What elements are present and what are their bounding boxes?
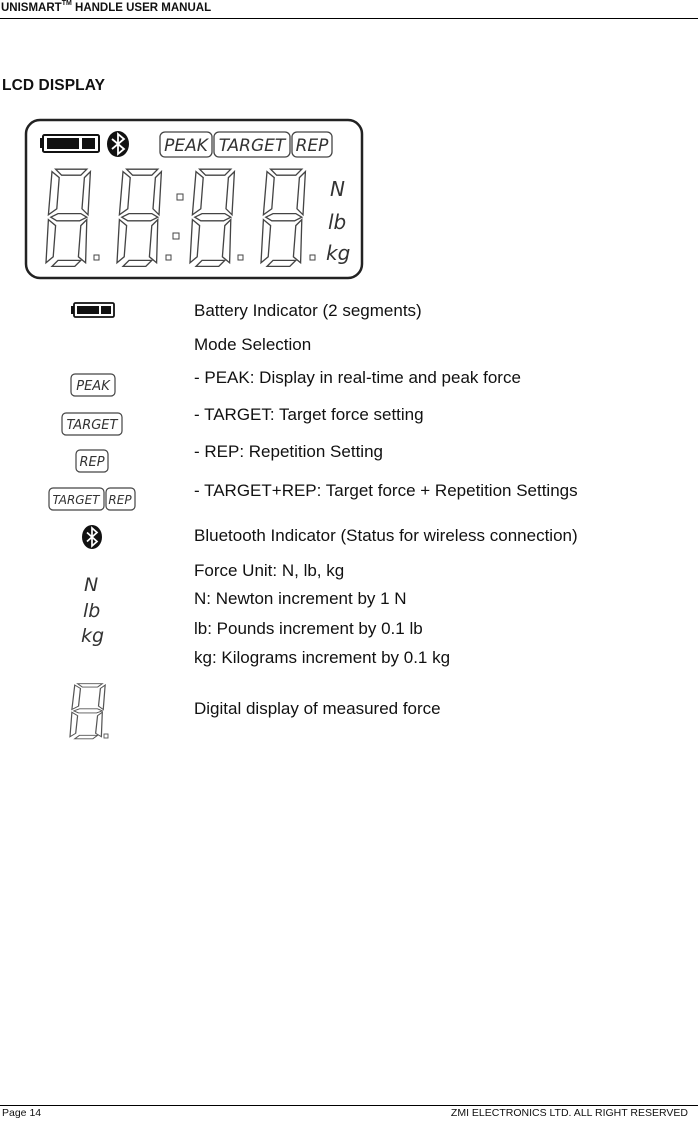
target-rep-description: - TARGET+REP: Target force + Repetition Settings (194, 481, 578, 500)
force-unit-title: Force Unit: N, lb, kg (194, 561, 345, 580)
peak-icon-label: PEAK (76, 379, 110, 394)
digit-segment-icon (68, 682, 114, 742)
target-rep-icon (48, 487, 136, 511)
page-header (0, 0, 698, 19)
peak-icon (70, 373, 116, 397)
target-icon (61, 412, 123, 436)
header-trademark: TM (61, 0, 72, 7)
mode-selection-title: Mode Selection (194, 335, 312, 354)
lcd-mode-rep: REP (295, 136, 329, 156)
lcd-mode-peak: PEAK (164, 136, 208, 156)
force-unit-icons (78, 572, 108, 652)
rep-description: - REP: Repetition Setting (194, 442, 383, 461)
unit-kg-icon: kg (81, 625, 105, 647)
header-brand: UNISMART (1, 2, 62, 14)
peak-description: - PEAK: Display in real-time and peak force (194, 368, 521, 387)
lcd-mode-labels (160, 132, 332, 157)
digital-description: Digital display of measured force (194, 699, 441, 718)
header-title-rest: HANDLE USER MANUAL (71, 2, 212, 14)
lcd-display-illustration (24, 118, 366, 284)
battery-description: Battery Indicator (2 segments) (194, 301, 422, 320)
copyright-notice: ZMI ELECTRONICS LTD. ALL RIGHT RESERVED (450, 1107, 688, 1119)
unit-n-icon: N (84, 574, 99, 596)
target-description: - TARGET: Target force setting (194, 405, 424, 424)
lcd-mode-target: TARGET (218, 136, 286, 156)
rep-icon (75, 449, 109, 473)
lcd-unit-lb: lb (328, 210, 347, 234)
target-icon-label: TARGET (66, 418, 118, 433)
battery-icon (70, 300, 116, 320)
unit-lb-icon: lb (83, 600, 101, 622)
page-footer (0, 1105, 698, 1122)
bluetooth-description: Bluetooth Indicator (Status for wireless connection) (194, 526, 578, 545)
target-rep-icon-target-label: TARGET (52, 493, 100, 507)
lcd-battery-icon (40, 135, 99, 152)
target-rep-icon-rep-label: REP (108, 493, 132, 507)
lcd-bluetooth-icon (107, 131, 129, 157)
bluetooth-icon (80, 524, 104, 550)
kilograms-description: kg: Kilograms increment by 0.1 kg (194, 648, 451, 667)
pounds-description: lb: Pounds increment by 0.1 lb (194, 619, 423, 638)
lcd-unit-kg: kg (326, 241, 351, 265)
rep-icon-label: REP (79, 455, 105, 470)
newton-description: N: Newton increment by 1 N (194, 589, 407, 608)
lcd-unit-n: N (330, 177, 345, 201)
section-title: LCD DISPLAY (2, 77, 106, 94)
page-number: Page 14 (2, 1107, 42, 1119)
